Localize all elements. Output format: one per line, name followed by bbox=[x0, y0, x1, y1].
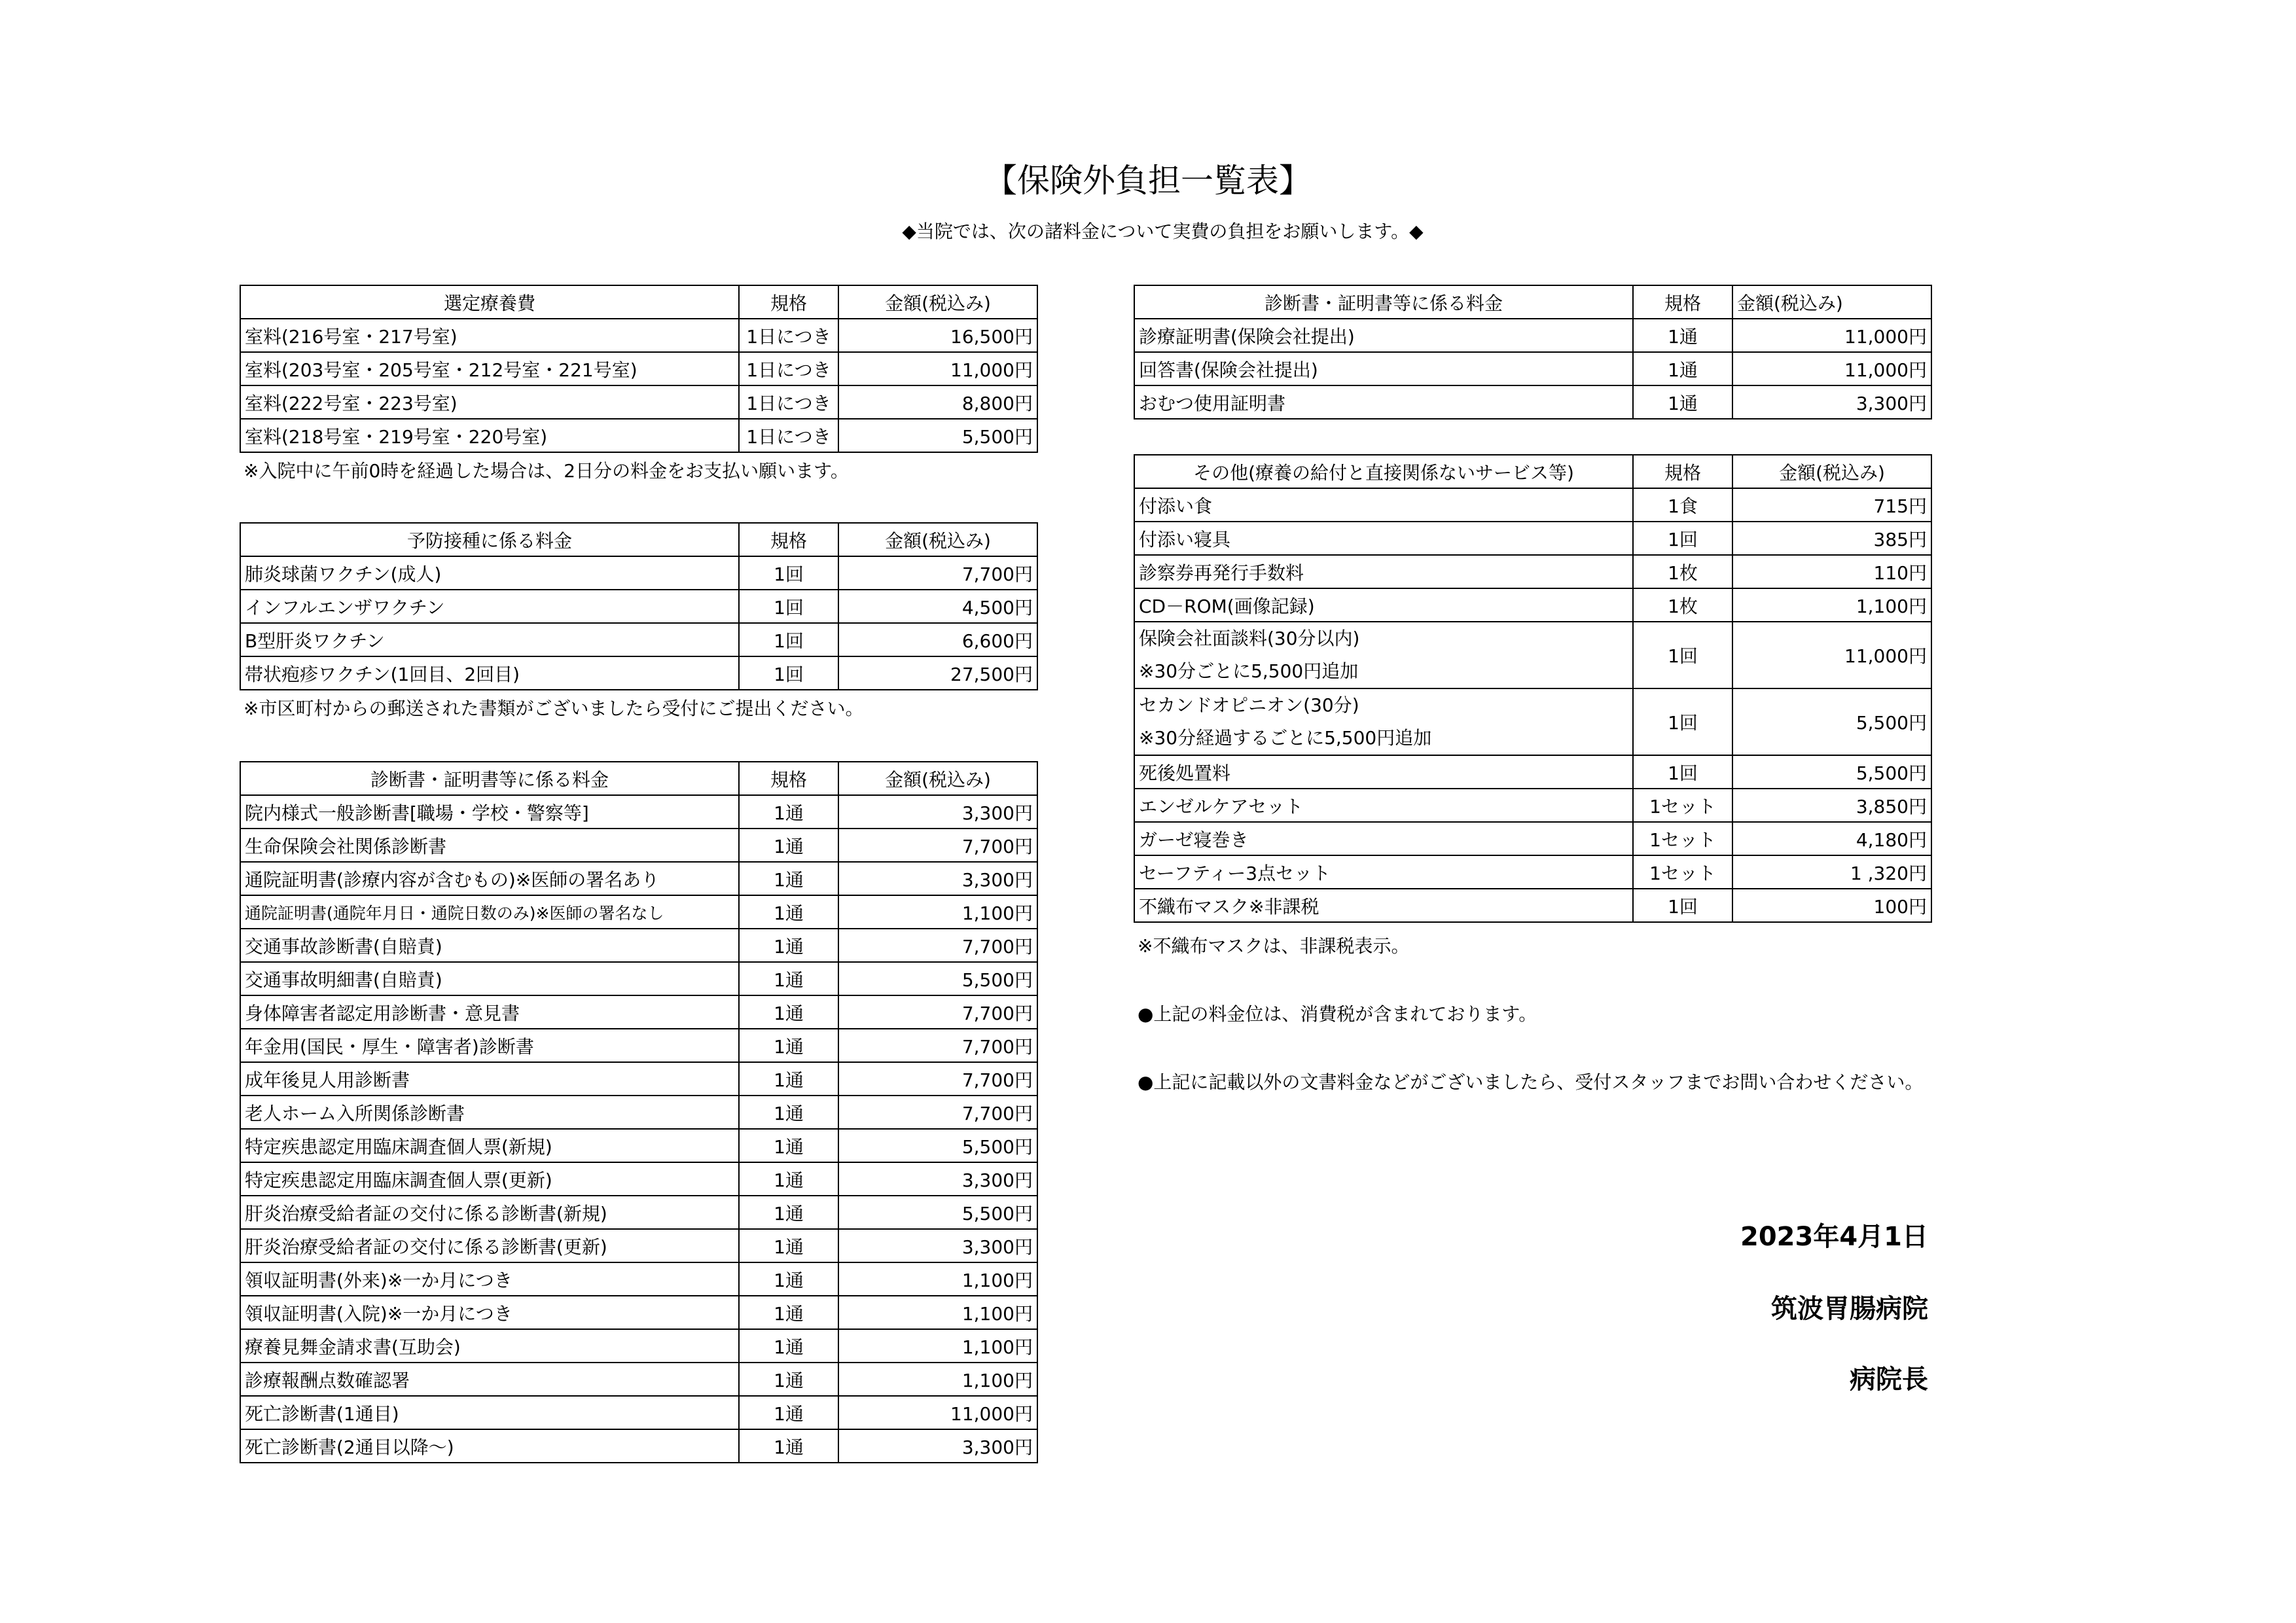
table-row bbox=[240, 995, 1037, 1029]
table-row bbox=[1134, 352, 1931, 385]
item-spec: 1回 bbox=[739, 556, 838, 590]
item-name: 不織布マスク※非課税 bbox=[1134, 889, 1633, 922]
item-name: B型肝炎ワクチン bbox=[240, 623, 739, 656]
item-amount: 110円 bbox=[1732, 555, 1931, 588]
table-header-row bbox=[1134, 285, 1931, 319]
header-item: 診断書・証明書等に係る料金 bbox=[240, 762, 739, 795]
item-spec: 1通 bbox=[739, 1363, 838, 1396]
table-row bbox=[240, 1062, 1037, 1096]
issue-date: 2023年4月1日 bbox=[1740, 1222, 1928, 1252]
item-name: 特定疾患認定用臨床調査個人票(新規) bbox=[240, 1129, 739, 1162]
item-spec: 1通 bbox=[739, 1396, 838, 1429]
sentei-note: ※入院中に午前0時を経過した場合は、2日分の料金をお支払い願います。 bbox=[243, 460, 849, 482]
table-row bbox=[240, 352, 1037, 385]
item-name: セーフティー3点セット bbox=[1134, 855, 1633, 889]
item-amount: 3,300円 bbox=[838, 1429, 1037, 1463]
table-row bbox=[240, 319, 1037, 352]
table-row bbox=[1134, 588, 1931, 622]
item-name: 老人ホーム入所関係診断書 bbox=[240, 1096, 739, 1129]
director-title: 病院長 bbox=[1850, 1364, 1928, 1395]
item-name: 肺炎球菌ワクチン(成人) bbox=[240, 556, 739, 590]
item-name: 生命保険会社関係診断書 bbox=[240, 829, 739, 862]
item-spec: 1通 bbox=[739, 1329, 838, 1363]
item-spec: 1通 bbox=[739, 1096, 838, 1129]
item-name: 身体障害者認定用診断書・意見書 bbox=[240, 995, 739, 1029]
table-row bbox=[240, 1029, 1037, 1062]
item-amount: 11,000円 bbox=[1732, 319, 1931, 352]
item-spec: 1通 bbox=[739, 995, 838, 1029]
item-spec: 1通 bbox=[1633, 352, 1732, 385]
item-amount: 11,000円 bbox=[838, 1396, 1037, 1429]
item-amount: 8,800円 bbox=[838, 385, 1037, 419]
table-row bbox=[1134, 855, 1931, 889]
item-spec: 1日につき bbox=[739, 419, 838, 452]
item-name: 室料(203号室・205号室・212号室・221号室) bbox=[240, 352, 739, 385]
item-name: 帯状疱疹ワクチン(1回目、2回目) bbox=[240, 656, 739, 690]
item-spec: 1回 bbox=[1633, 622, 1732, 688]
header-item: 予防接種に係る料金 bbox=[240, 523, 739, 556]
header-spec: 規格 bbox=[1633, 285, 1732, 319]
header-spec: 規格 bbox=[1633, 455, 1732, 488]
item-sub-note: ※30分経過するごとに5,500円追加 bbox=[1139, 727, 1432, 749]
sonota-table bbox=[1134, 454, 1932, 923]
table-row bbox=[240, 895, 1037, 929]
table-row bbox=[240, 1363, 1037, 1396]
table-row bbox=[1134, 319, 1931, 352]
item-spec: 1通 bbox=[739, 1129, 838, 1162]
item-amount: 3,300円 bbox=[1732, 385, 1931, 419]
table-row bbox=[240, 1296, 1037, 1329]
table-row bbox=[240, 795, 1037, 829]
item-name: 特定疾患認定用臨床調査個人票(更新) bbox=[240, 1162, 739, 1196]
table-row bbox=[240, 962, 1037, 995]
item-spec: 1通 bbox=[739, 1062, 838, 1096]
item-spec: 1通 bbox=[739, 1162, 838, 1196]
item-name bbox=[1134, 688, 1633, 755]
table-row bbox=[1134, 688, 1931, 755]
item-name: 院内様式一般診断書[職場・学校・警察等] bbox=[240, 795, 739, 829]
item-spec: 1日につき bbox=[739, 352, 838, 385]
item-name: 室料(218号室・219号室・220号室) bbox=[240, 419, 739, 452]
table-row bbox=[240, 829, 1037, 862]
item-spec: 1通 bbox=[739, 1296, 838, 1329]
item-amount: 16,500円 bbox=[838, 319, 1037, 352]
item-spec: 1通 bbox=[739, 962, 838, 995]
table-row bbox=[240, 1162, 1037, 1196]
item-amount: 7,700円 bbox=[838, 929, 1037, 962]
table-row bbox=[240, 1196, 1037, 1229]
contact-note: ●上記に記載以外の文書料金などがございましたら、受付スタッフまでお問い合わせください。 bbox=[1138, 1071, 1924, 1093]
item-name: 死亡診断書(1通目) bbox=[240, 1396, 739, 1429]
table-row bbox=[240, 1329, 1037, 1363]
table-row bbox=[1134, 522, 1931, 555]
table-row bbox=[240, 929, 1037, 962]
table-row bbox=[1134, 822, 1931, 855]
item-name: インフルエンザワクチン bbox=[240, 590, 739, 623]
item-amount: 7,700円 bbox=[838, 556, 1037, 590]
item-spec: 1通 bbox=[739, 1429, 838, 1463]
item-amount: 11,000円 bbox=[1732, 352, 1931, 385]
item-amount: 3,300円 bbox=[838, 862, 1037, 895]
table-row bbox=[240, 1096, 1037, 1129]
item-amount: 4,180円 bbox=[1732, 822, 1931, 855]
table-row bbox=[1134, 622, 1931, 688]
item-amount: 1,100円 bbox=[838, 1296, 1037, 1329]
item-amount: 1,100円 bbox=[838, 1363, 1037, 1396]
item-spec: 1日につき bbox=[739, 319, 838, 352]
item-name: 死亡診断書(2通目以降～) bbox=[240, 1429, 739, 1463]
item-spec: 1通 bbox=[739, 1262, 838, 1296]
item-amount: 7,700円 bbox=[838, 1096, 1037, 1129]
item-name: 年金用(国民・厚生・障害者)診断書 bbox=[240, 1029, 739, 1062]
item-spec: 1通 bbox=[739, 895, 838, 929]
table-row bbox=[240, 1129, 1037, 1162]
item-spec: 1通 bbox=[1633, 319, 1732, 352]
item-name: 通院証明書(通院年月日・通院日数のみ)※医師の署名なし bbox=[240, 895, 739, 929]
hospital-name: 筑波胃腸病院 bbox=[1771, 1294, 1928, 1324]
item-amount: 4,500円 bbox=[838, 590, 1037, 623]
item-name: 肝炎治療受給者証の交付に係る診断書(更新) bbox=[240, 1229, 739, 1262]
item-name: エンゼルケアセット bbox=[1134, 789, 1633, 822]
table-row bbox=[1134, 555, 1931, 588]
item-spec: 1回 bbox=[1633, 522, 1732, 555]
item-name: 成年後見人用診断書 bbox=[240, 1062, 739, 1096]
header-spec: 規格 bbox=[739, 762, 838, 795]
table-row bbox=[240, 862, 1037, 895]
item-amount: 11,000円 bbox=[838, 352, 1037, 385]
table-row bbox=[240, 385, 1037, 419]
header-spec: 規格 bbox=[739, 523, 838, 556]
header-amount: 金額(税込み) bbox=[838, 285, 1037, 319]
item-spec: 1通 bbox=[739, 829, 838, 862]
item-amount: 5,500円 bbox=[838, 962, 1037, 995]
item-name: 療養見舞金請求書(互助会) bbox=[240, 1329, 739, 1363]
item-name-line: セカンドオピニオン(30分) bbox=[1139, 694, 1359, 716]
item-name: 診療報酬点数確認署 bbox=[240, 1363, 739, 1396]
yobou-note: ※市区町村からの郵送された書類がございましたら受付にご提出ください。 bbox=[243, 698, 864, 719]
tax-note: ●上記の料金位は、消費税が含まれております。 bbox=[1138, 1003, 1537, 1025]
yobou-table bbox=[240, 522, 1038, 690]
item-amount: 1,100円 bbox=[838, 895, 1037, 929]
item-amount: 27,500円 bbox=[838, 656, 1037, 690]
table-header-row bbox=[240, 762, 1037, 795]
item-name: 通院証明書(診療内容が含むもの)※医師の署名あり bbox=[240, 862, 739, 895]
item-spec: 1回 bbox=[1633, 889, 1732, 922]
item-spec: 1食 bbox=[1633, 488, 1732, 522]
item-amount: 3,850円 bbox=[1732, 789, 1931, 822]
item-amount: 100円 bbox=[1732, 889, 1931, 922]
item-name: 交通事故明細書(自賠責) bbox=[240, 962, 739, 995]
table-header-row bbox=[1134, 455, 1931, 488]
header-item: 選定療養費 bbox=[240, 285, 739, 319]
header-amount: 金額(税込み) bbox=[1732, 285, 1931, 319]
item-name-line: 保険会社面談料(30分以内) bbox=[1139, 628, 1360, 649]
item-name: 領収証明書(入院)※一か月につき bbox=[240, 1296, 739, 1329]
item-spec: 1回 bbox=[739, 623, 838, 656]
table-row bbox=[240, 590, 1037, 623]
table-header-row bbox=[240, 523, 1037, 556]
item-amount: 5,500円 bbox=[1732, 755, 1931, 789]
table-row bbox=[1134, 789, 1931, 822]
shindansho-table bbox=[240, 761, 1038, 1463]
item-spec: 1通 bbox=[739, 929, 838, 962]
item-amount: 7,700円 bbox=[838, 829, 1037, 862]
item-spec: 1通 bbox=[1633, 385, 1732, 419]
item-amount: 1,100円 bbox=[838, 1262, 1037, 1296]
table-header-row bbox=[240, 285, 1037, 319]
table-row bbox=[240, 656, 1037, 690]
item-amount: 1,100円 bbox=[838, 1329, 1037, 1363]
item-name bbox=[1134, 622, 1633, 688]
header-amount: 金額(税込み) bbox=[838, 762, 1037, 795]
item-name: CD－ROM(画像記録) bbox=[1134, 588, 1633, 622]
header-item: その他(療養の給付と直接関係ないサービス等) bbox=[1134, 455, 1633, 488]
item-spec: 1回 bbox=[739, 656, 838, 690]
item-name: 交通事故診断書(自賠責) bbox=[240, 929, 739, 962]
sonota-note: ※不織布マスクは、非課税表示。 bbox=[1138, 935, 1410, 957]
item-amount: 5,500円 bbox=[838, 419, 1037, 452]
item-amount: 6,600円 bbox=[838, 623, 1037, 656]
table-row bbox=[1134, 488, 1931, 522]
header-amount: 金額(税込み) bbox=[838, 523, 1037, 556]
item-spec: 1日につき bbox=[739, 385, 838, 419]
item-amount: 385円 bbox=[1732, 522, 1931, 555]
item-amount: 3,300円 bbox=[838, 1162, 1037, 1196]
table-row bbox=[240, 1229, 1037, 1262]
item-name: 付添い食 bbox=[1134, 488, 1633, 522]
item-spec: 1通 bbox=[739, 795, 838, 829]
item-name: 肝炎治療受給者証の交付に係る診断書(新規) bbox=[240, 1196, 739, 1229]
table-row bbox=[240, 556, 1037, 590]
item-spec: 1通 bbox=[739, 1029, 838, 1062]
item-spec: 1セット bbox=[1633, 789, 1732, 822]
item-spec: 1回 bbox=[739, 590, 838, 623]
item-name: 死後処置料 bbox=[1134, 755, 1633, 789]
item-name: 回答書(保険会社提出) bbox=[1134, 352, 1633, 385]
item-spec: 1セット bbox=[1633, 822, 1732, 855]
item-name: 診療証明書(保険会社提出) bbox=[1134, 319, 1633, 352]
item-name: 付添い寝具 bbox=[1134, 522, 1633, 555]
header-amount: 金額(税込み) bbox=[1732, 455, 1931, 488]
item-name: 診察券再発行手数料 bbox=[1134, 555, 1633, 588]
item-spec: 1セット bbox=[1633, 855, 1732, 889]
item-amount: 7,700円 bbox=[838, 995, 1037, 1029]
sentei-table bbox=[240, 285, 1038, 453]
item-spec: 1枚 bbox=[1633, 555, 1732, 588]
item-name: おむつ使用証明書 bbox=[1134, 385, 1633, 419]
item-sub-note: ※30分ごとに5,500円追加 bbox=[1139, 660, 1359, 682]
item-amount: 7,700円 bbox=[838, 1029, 1037, 1062]
item-spec: 1回 bbox=[1633, 688, 1732, 755]
item-amount: 7,700円 bbox=[838, 1062, 1037, 1096]
table-row bbox=[1134, 889, 1931, 922]
table-row bbox=[240, 1396, 1037, 1429]
table-row bbox=[1134, 385, 1931, 419]
item-name: 室料(222号室・223号室) bbox=[240, 385, 739, 419]
item-amount: 5,500円 bbox=[1732, 688, 1931, 755]
item-amount: 5,500円 bbox=[838, 1129, 1037, 1162]
table-row bbox=[240, 1429, 1037, 1463]
table-row bbox=[240, 623, 1037, 656]
item-name: 領収証明書(外来)※一か月につき bbox=[240, 1262, 739, 1296]
item-name: ガーゼ寝巻き bbox=[1134, 822, 1633, 855]
table-row bbox=[240, 1262, 1037, 1296]
item-name: 室料(216号室・217号室) bbox=[240, 319, 739, 352]
item-amount: 715円 bbox=[1732, 488, 1931, 522]
item-amount: 1 ,320円 bbox=[1732, 855, 1931, 889]
table-row bbox=[1134, 755, 1931, 789]
page-title: 【保険外負担一覧表】 bbox=[984, 162, 1312, 200]
page-subtitle: ◆当院では、次の諸料金について実費の負担をお願いします。◆ bbox=[902, 221, 1424, 242]
item-spec: 1通 bbox=[739, 1196, 838, 1229]
item-amount: 1,100円 bbox=[1732, 588, 1931, 622]
item-spec: 1通 bbox=[739, 862, 838, 895]
item-spec: 1回 bbox=[1633, 755, 1732, 789]
item-spec: 1枚 bbox=[1633, 588, 1732, 622]
item-amount: 5,500円 bbox=[838, 1196, 1037, 1229]
item-amount: 3,300円 bbox=[838, 1229, 1037, 1262]
item-amount: 11,000円 bbox=[1732, 622, 1931, 688]
table-row bbox=[240, 419, 1037, 452]
header-item: 診断書・証明書等に係る料金 bbox=[1134, 285, 1633, 319]
header-spec: 規格 bbox=[739, 285, 838, 319]
item-spec: 1通 bbox=[739, 1229, 838, 1262]
shindansho2-table bbox=[1134, 285, 1932, 419]
item-amount: 3,300円 bbox=[838, 795, 1037, 829]
